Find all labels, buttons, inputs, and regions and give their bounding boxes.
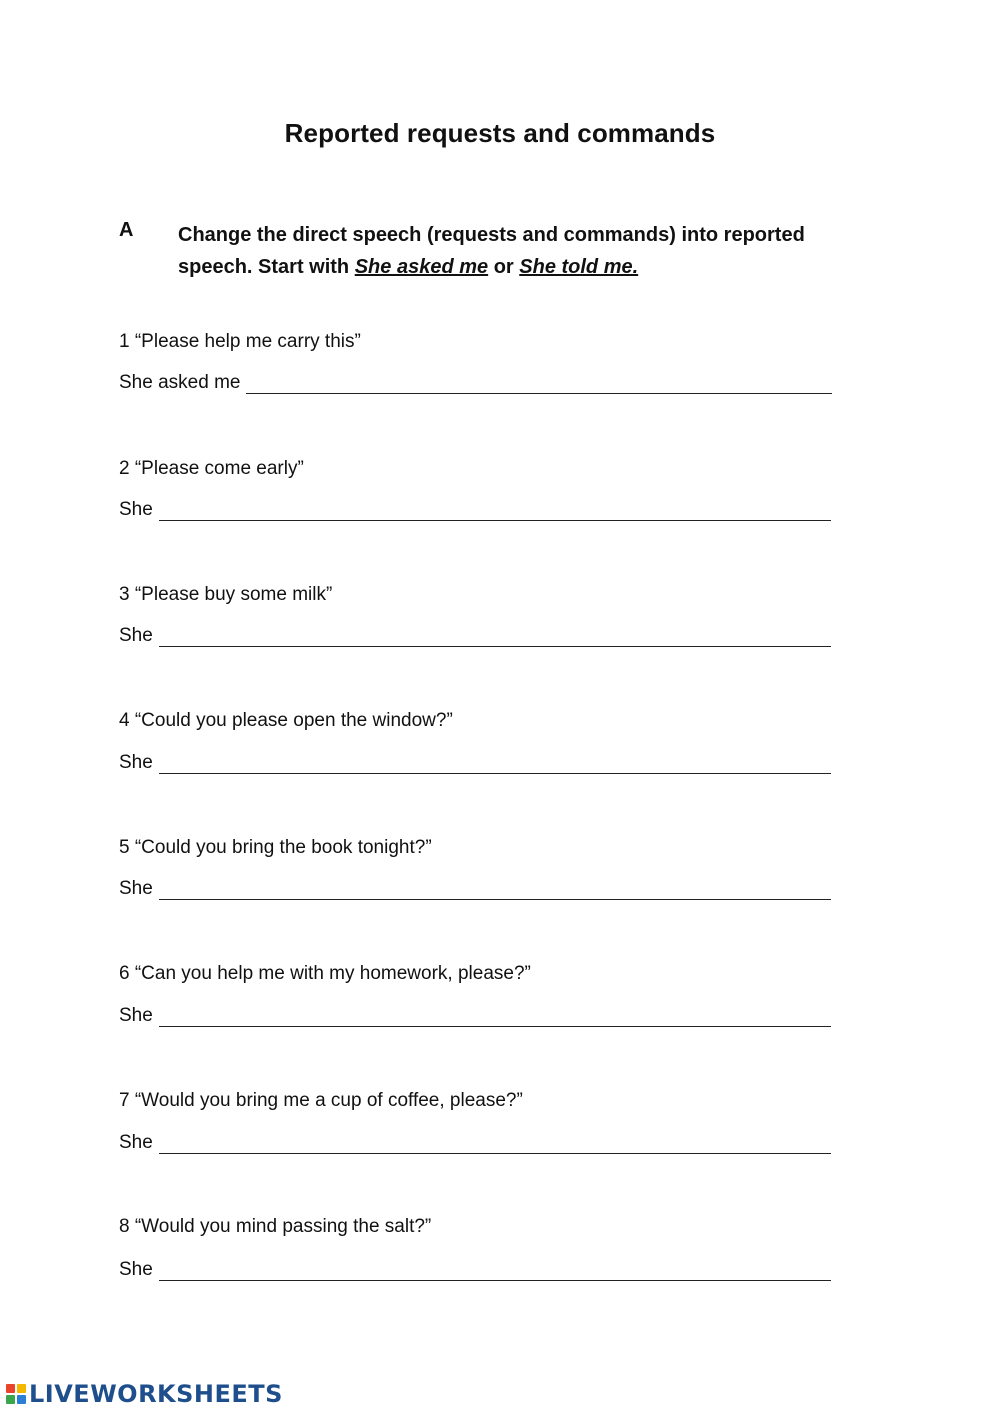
question-6-prompt: 6 “Can you help me with my homework, please?” <box>119 963 531 984</box>
answer-prefix: She <box>119 1005 153 1026</box>
answer-blank[interactable] <box>159 1006 831 1027</box>
answer-prefix: She <box>119 878 153 899</box>
answer-blank[interactable] <box>159 500 831 521</box>
question-3-answer <box>119 625 831 647</box>
instruction-text: Change the direct speech (requests and commands) into reported speech. Start with <box>178 224 805 278</box>
answer-prefix: She <box>119 1259 153 1280</box>
question-4-answer <box>119 752 831 774</box>
logo-blocks-icon <box>6 1384 26 1404</box>
logo-wordmark: LIVEWORKSHEETS <box>29 1380 283 1408</box>
answer-blank[interactable] <box>246 373 832 394</box>
answer-prefix: She <box>119 499 153 520</box>
logo-block <box>17 1384 26 1393</box>
logo-block <box>6 1384 15 1393</box>
question-2-prompt: 2 “Please come early” <box>119 458 304 479</box>
question-5-prompt: 5 “Could you bring the book tonight?” <box>119 837 432 858</box>
question-4-prompt: 4 “Could you please open the window?” <box>119 710 453 731</box>
question-2-answer <box>119 499 831 521</box>
answer-prefix: She <box>119 1132 153 1153</box>
question-6-answer <box>119 1005 831 1027</box>
question-8-answer <box>119 1259 831 1281</box>
instruction-connector: or <box>488 256 520 278</box>
question-8-prompt: 8 “Would you mind passing the salt?” <box>119 1216 432 1237</box>
question-3-prompt: 3 “Please buy some milk” <box>119 584 333 605</box>
question-1-answer <box>119 372 832 394</box>
answer-prefix: She <box>119 625 153 646</box>
page-title: Reported requests and commands <box>284 118 716 148</box>
answer-prefix: She asked me <box>119 372 241 393</box>
question-1-prompt: 1 “Please help me carry this” <box>119 331 361 352</box>
question-7-prompt: 7 “Would you bring me a cup of coffee, please?” <box>119 1090 523 1111</box>
logo-block <box>6 1395 15 1404</box>
logo-block <box>17 1395 26 1404</box>
instruction-emphasis-told: She told me. <box>519 256 639 278</box>
answer-blank[interactable] <box>159 1133 831 1154</box>
question-5-answer <box>119 878 831 900</box>
liveworksheets-logo <box>6 1380 283 1408</box>
answer-blank[interactable] <box>159 753 831 774</box>
instruction-emphasis-asked: She asked me <box>354 256 489 278</box>
answer-blank[interactable] <box>159 626 831 647</box>
question-7-answer <box>119 1132 831 1154</box>
answer-blank[interactable] <box>159 1260 831 1281</box>
section-instruction <box>178 219 858 283</box>
section-letter: A <box>119 219 134 241</box>
answer-prefix: She <box>119 752 153 773</box>
answer-blank[interactable] <box>159 879 831 900</box>
